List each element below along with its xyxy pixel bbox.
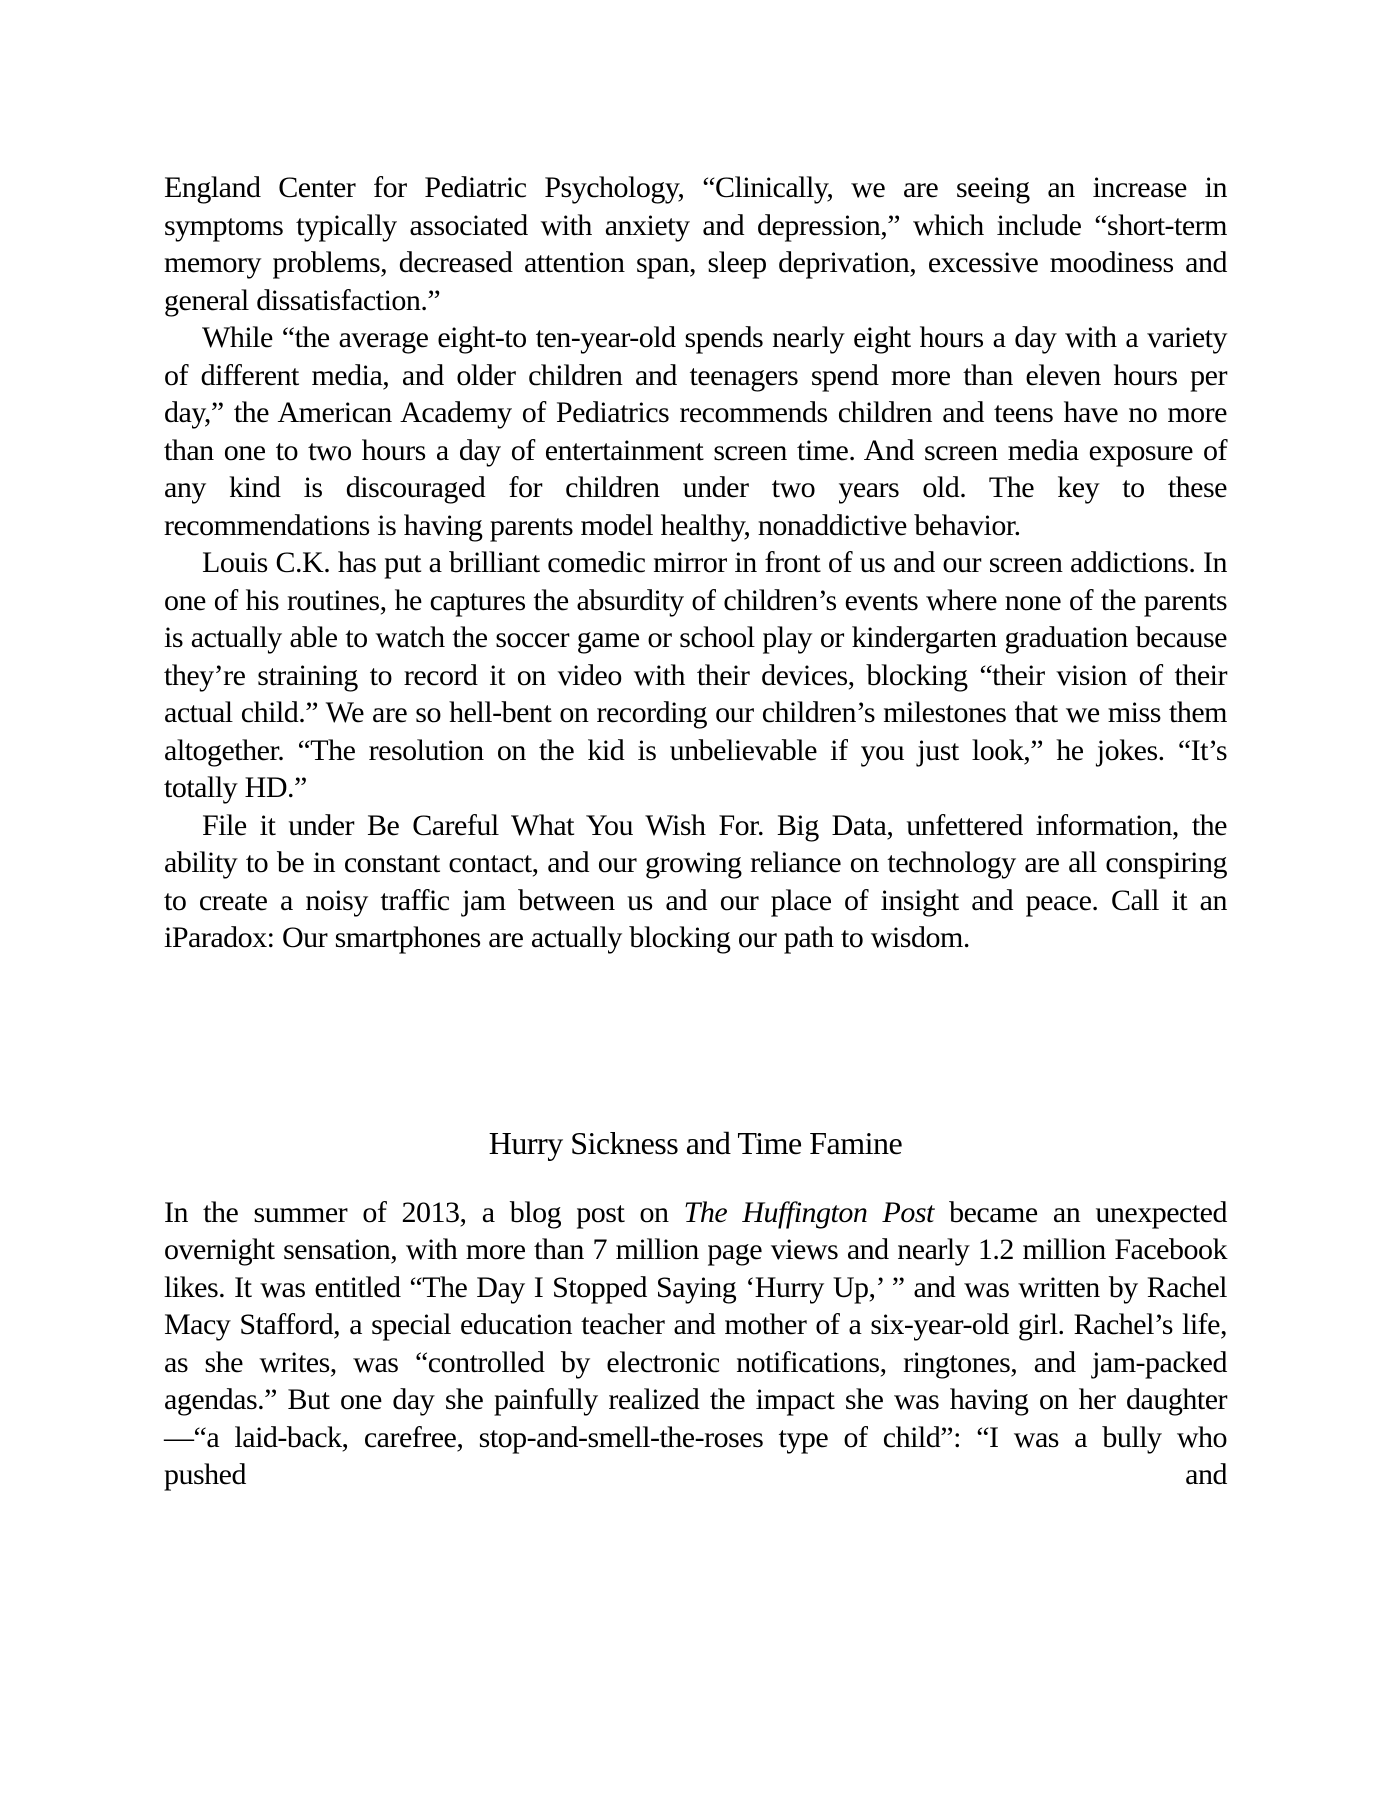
text-column	[164, 169, 1227, 1494]
text-segment: Louis C.K. has put a brilliant comedic mirror in front of us and our screen addictions. In one of his routines, he captures the absurdity of children’s events where none of the parents is actually able to watch the soccer game or school play or kindergarten graduation because they’re straining to record it on video with their devices, blocking “their vision of their actual child.” We are so hell-bent on recording our children’s milestones that we miss them altogether. “The resolution on the kid is unbelievable if you just look,” he jokes. “It’s totally HD.”	[164, 546, 1227, 804]
section-heading: Hurry Sickness and Time Famine	[488, 1124, 903, 1161]
paragraph-huffington-post	[164, 1194, 1227, 1494]
paragraph-screen-time	[164, 319, 1227, 544]
paragraph-continuation	[164, 169, 1227, 319]
paragraph-louis-ck	[164, 544, 1227, 807]
italic-text-segment: The Huffington Post	[683, 1195, 934, 1229]
text-segment: While “the average eight-to ten-year-old spends nearly eight hours a day with a variety of different media, and older children and teenagers spend more than eleven hours per day,” the American Academy of Pediatrics recommends children and teens have no more than one to two hours a day of entertainment screen time. And screen media exposure of any kind is discouraged for children under two years old. The key to these recommendations is having parents model healthy, nonaddictive behavior.	[164, 321, 1227, 542]
text-segment: In the summer of 2013, a blog post on	[164, 1195, 684, 1229]
text-segment: became an unexpected overnight sensation, with more than 7 million page views and nearly 1.2 million Facebook likes. It was entitled “The Day I Stopped Saying ‘Hurry Up,’ ” and was written by Rachel Macy Stafford, a special education teacher and mother of a six-year-old girl. Rachel’s life, as she writes, was “controlled by electronic notifications, ringtones, and jam-packed agendas.” But one day she painfully realized the impact she was having on her daughter—“a laid-back, carefree, stop-and-smell-the-roses type of child”: “I was a bully who pushed and	[164, 1195, 1227, 1491]
text-segment: England Center for Pediatric Psychology, “Clinically, we are seeing an increase in symptoms typically associated with anxiety and depression,” which include “short-term memory problems, decreased attention span, sleep deprivation, excessive moodiness and general dissatisfaction.”	[164, 171, 1227, 317]
text-segment: File it under Be Careful What You Wish For. Big Data, unfettered information, the ability to be in constant contact, and our growing reliance on technology are all conspiring to create a noisy traffic jam between us and our place of insight and peace. Call it an iParadox: Our smartphones are actually blocking our path to wisdom.	[164, 808, 1227, 954]
paragraph-iparadox	[164, 807, 1227, 957]
